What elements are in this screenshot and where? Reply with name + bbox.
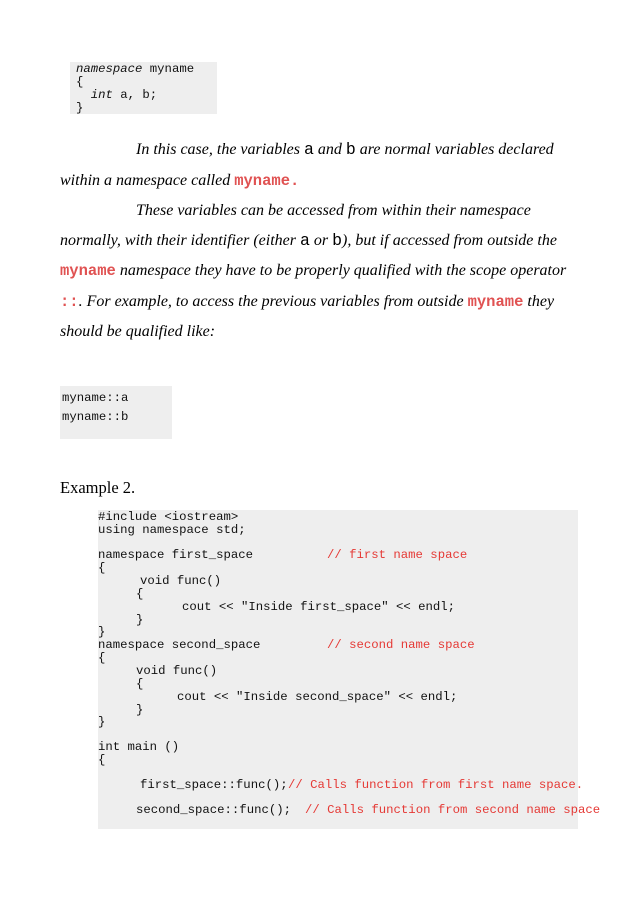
keyword: namespace <box>76 62 143 76</box>
code-line-1: namespace myname <box>76 62 195 76</box>
code-line: { <box>98 561 106 575</box>
variable-a: a <box>299 231 310 250</box>
namespace-code-block <box>70 62 217 114</box>
code-line: cout << "Inside first_space" << endl; <box>182 600 456 614</box>
code-line: { <box>136 677 144 691</box>
code-line: #include <iostream> <box>98 510 239 524</box>
variable-b: b <box>345 140 356 159</box>
variable-b: b <box>332 231 343 250</box>
code-line: first_space::func(); <box>140 778 288 792</box>
paragraph-line: In this case, the variables a and b are normal variables declared <box>136 140 554 159</box>
code-line: void func() <box>140 574 222 588</box>
paragraph-line: normally, with their identifier (either a or b), but if accessed from outside the <box>60 231 557 250</box>
code-line: using namespace std; <box>98 523 246 537</box>
code-line: namespace second_space <box>98 638 261 652</box>
code-line: cout << "Inside second_space" << endl; <box>177 690 458 704</box>
example-heading: Example 2. <box>60 478 136 497</box>
code-line: namespace first_space <box>98 548 253 562</box>
code-line: void func() <box>136 664 218 678</box>
code-comment: // Calls function from first name space. <box>288 778 584 792</box>
code-comment: // Calls function from second name space <box>305 803 601 817</box>
code-line: { <box>98 753 106 767</box>
qualified-names-code-block <box>60 386 172 439</box>
code-line: { <box>98 651 106 665</box>
code-line-2: { <box>76 75 84 89</box>
paragraph-line: ::. For example, to access the previous variables from outside myname they <box>60 293 555 311</box>
code-line-2: myname::b <box>62 410 129 424</box>
keyword: int <box>90 88 113 102</box>
code-line: second_space::func(); <box>136 803 291 817</box>
code-line-4: } <box>76 101 84 115</box>
namespace-name: myname. <box>234 172 300 190</box>
code-comment: // second name space <box>327 638 475 652</box>
paragraph-line: myname namespace they have to be properly qualified with the scope operator <box>60 262 567 280</box>
paragraph-line: These variables can be accessed from within their namespace <box>136 202 531 219</box>
code-line-3: int a, b; <box>90 88 158 102</box>
namespace-name: myname <box>467 293 524 311</box>
namespace-name: myname <box>60 262 116 280</box>
scope-operator: :: <box>60 293 79 311</box>
paragraph-line: within a namespace called myname. <box>60 172 300 190</box>
variable-a: a <box>303 140 314 159</box>
code-line: } <box>98 715 106 729</box>
code-comment: // first name space <box>327 548 468 562</box>
example-code-block <box>98 510 601 829</box>
code-line: } <box>98 625 106 639</box>
code-line-1: myname::a <box>62 391 129 405</box>
paragraph-line: should be qualified like: <box>60 323 216 340</box>
code-line: { <box>136 587 144 601</box>
code-line: } <box>136 613 144 627</box>
code-line: int main () <box>98 740 180 754</box>
code-line: } <box>136 703 144 717</box>
